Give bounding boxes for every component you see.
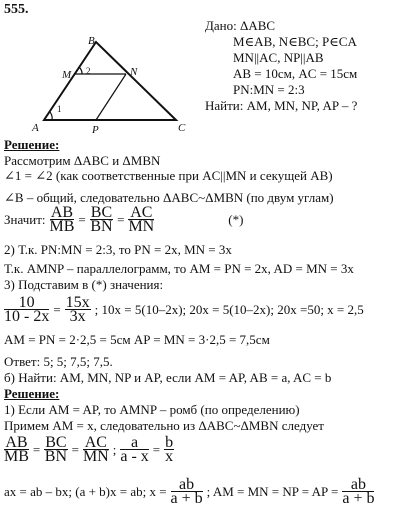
proportion-1: Значит: $\frac{AB}{MB}$ = $\frac{BC}{BN}$ = $\frac{AC}{MN}$ (*) <box>4 204 244 235</box>
answer-line: Ответ: 5; 5; 7,5; 7,5. <box>4 354 113 369</box>
final-equation <box>4 478 374 505</box>
problem-number: 555. <box>4 2 29 17</box>
prefix-text: Значит: <box>4 211 46 227</box>
fraction: $\frac{ab}{a + b}$ <box>342 476 375 507</box>
equation-mark: (*) <box>228 211 244 227</box>
given-line-5: PN:MN = 2:3 <box>233 82 305 97</box>
label-c: C <box>178 122 186 134</box>
label-b: B <box>88 35 95 47</box>
label-p: P <box>92 124 99 134</box>
solution-line-5: 2) Т.к. PN:MN = 2:3, то PN = 2x, MN = 3x <box>4 242 232 257</box>
solution-heading-2: Решение: <box>4 386 60 401</box>
solution-line-9: AM = PN = 2·2,5 = 5см AP = MN = 3·2,5 = 7,5см <box>4 332 270 347</box>
part-b-line: б) Найти: AM, MN, NP и AP, если AM = AP, AB = a, AC = b <box>4 370 332 385</box>
label-angle-2: 2 <box>86 66 91 76</box>
fraction: $\frac{10}{10 - 2x}$ <box>4 294 50 325</box>
fraction: $\frac{BC}{BN}$ <box>44 434 68 465</box>
solution-line-7: 3) Подставим в (*) значения: <box>4 277 164 292</box>
solution-line-3: ∠B – общий, следовательно ΔABC~ΔMBN (по двум углам) <box>4 190 334 205</box>
fraction: $\frac{ab}{a + b}$ <box>170 476 203 507</box>
angle-2-arc <box>79 67 82 74</box>
fraction: $\frac{a}{a - x}$ <box>120 434 149 465</box>
fraction: $\frac{AB}{MB}$ <box>4 434 29 465</box>
fraction: $\frac{AC}{MN}$ <box>82 434 109 465</box>
given-line-3: MN||AC, NP||AB <box>233 50 324 65</box>
angle-1-arc <box>49 111 52 120</box>
segment-np <box>96 74 126 120</box>
given-line-6: Найти: AM, MN, NP, AP – ? <box>205 98 358 113</box>
fraction: $\frac{15x}{3x}$ <box>65 294 90 325</box>
label-n: N <box>130 66 138 78</box>
solution-line-2: ∠1 = ∠2 (как соответственные при AC||MN и секущей AB) <box>4 168 333 183</box>
fraction: $\frac{AC}{MN}$ <box>128 204 155 235</box>
label-angle-1: 1 <box>57 104 62 114</box>
triangle-figure <box>30 34 190 134</box>
equation-part-a: ax = ab – bx; (a + b)x = ab; x = <box>4 483 167 499</box>
fraction: $\frac{b}{x}$ <box>165 434 174 465</box>
given-block <box>205 18 357 114</box>
equation-rest: ; 10x = 5(10–2x); 20x = 5(10–2x); 20x =50; x = 2,5 <box>94 301 364 317</box>
given-line-1: Дано: ΔABC <box>205 18 276 33</box>
solution-line-6: Т.к. AMNP – параллелограмм, то AM = PN = 2x, AD = MN = 3x <box>4 261 354 276</box>
fraction: $\frac{AB}{MB}$ <box>49 204 75 235</box>
solution-line-11: 1) Если AM = AP, то AMNP – ромб (по определению) <box>4 402 300 417</box>
proportion-2: $\frac{AB}{MB}$ = $\frac{BC}{BN}$ = $\frac{AC}{MN}$ ; $\frac{a}{a - x}$ = $\frac{b}{x}$ <box>4 434 174 465</box>
label-a: A <box>32 122 39 134</box>
given-line-4: AB = 10см, AC = 15см <box>233 66 358 81</box>
solution-line-12: Примем AM = x, следовательно из ΔABC~ΔMBN следует <box>4 418 324 433</box>
solution-line-1: Рассмотрим ΔABC и ΔMBN <box>4 153 161 168</box>
given-line-2: M∈AB, N∈BC; P∈CA <box>233 34 357 49</box>
solution-heading: Решение: <box>4 137 60 152</box>
equation-part-b: ; AM = MN = NP = AP = <box>206 483 339 499</box>
substitution-equation: $\frac{10}{10 - 2x}$ = $\frac{15x}{3x}$ ; 10x = 5(10–2x); 20x = 5(10–2x); 20x =50; x = 2,5 <box>4 294 364 325</box>
triangle-abc <box>44 42 176 120</box>
fraction: $\frac{BC}{BN}$ <box>90 204 113 235</box>
label-m: M <box>62 69 72 81</box>
